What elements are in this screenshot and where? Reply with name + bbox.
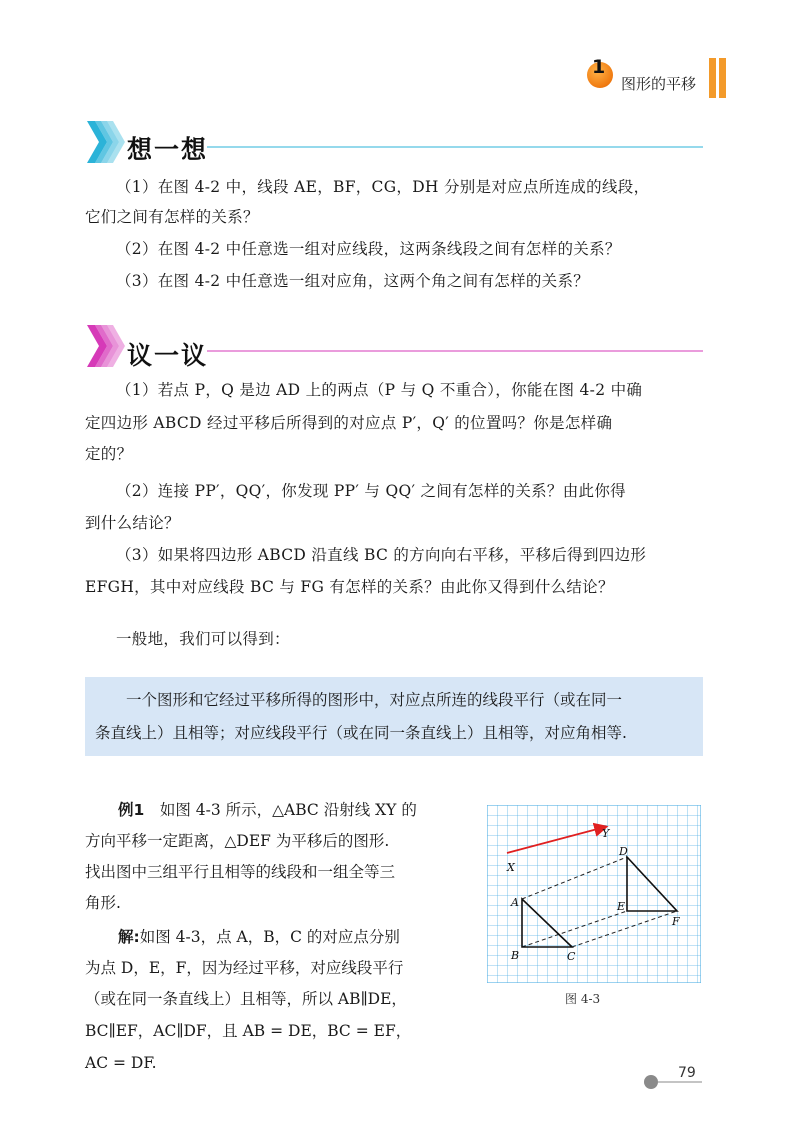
example-label: 例1 bbox=[118, 801, 145, 819]
intro-text: 一般地，我们可以得到： bbox=[116, 630, 290, 648]
chapter-title: 图形的平移 bbox=[621, 75, 697, 93]
section2-item: 定的？ bbox=[85, 445, 133, 463]
chevron-icon bbox=[87, 325, 125, 367]
solution-line: 解:如图 4-3，点 A，B，C 的对应点分别 bbox=[85, 922, 470, 952]
section2-item: （3）如果将四边形 ABCD 沿直线 BC 的方向向右平移，平移后得到四边形 bbox=[116, 546, 647, 564]
solution-line: （或在同一条直线上）且相等，所以 AB∥DE， bbox=[85, 990, 407, 1008]
section1-item: （3）在图 4-2 中任意选一组对应角，这两个角之间有怎样的关系？ bbox=[116, 272, 590, 290]
section1-title: 想一想 bbox=[127, 135, 209, 164]
figure-4-3 bbox=[487, 805, 701, 983]
solution-label: 解: bbox=[118, 928, 140, 946]
section1-item: （2）在图 4-2 中任意选一组对应线段，这两条线段之间有怎样的关系？ bbox=[116, 240, 621, 258]
example-line: 例1 如图 4-3 所示，△ABC 沿射线 XY 的 bbox=[85, 795, 470, 825]
solution-line: AC = DF. bbox=[85, 1054, 157, 1072]
section2-title: 议一议 bbox=[127, 341, 209, 370]
section1-item: 它们之间有怎样的关系？ bbox=[85, 208, 259, 226]
section2-item: 定四边形 ABCD 经过平移后所得到的对应点 P′，Q′ 的位置吗？你是怎样确 bbox=[85, 414, 613, 432]
label-y: Y bbox=[602, 827, 610, 840]
chevron-icon bbox=[87, 121, 125, 163]
chapter-number: 1 bbox=[592, 56, 606, 78]
label-a: A bbox=[511, 896, 519, 909]
section1-item: （1）在图 4-2 中，线段 AE，BF，CG，DH 分别是对应点所连成的线段， bbox=[116, 178, 650, 196]
label-x: X bbox=[507, 861, 515, 874]
label-f: F bbox=[672, 915, 680, 928]
label-d: D bbox=[619, 845, 628, 858]
example-line: 方向平移一定距离，△DEF 为平移后的图形. bbox=[85, 832, 390, 850]
solution-line: 为点 D，E，F，因为经过平移，对应线段平行 bbox=[85, 959, 404, 977]
label-b: B bbox=[511, 949, 520, 962]
figure-grid bbox=[487, 805, 701, 983]
section2-item: 到什么结论？ bbox=[85, 514, 180, 532]
example-line: 角形. bbox=[85, 894, 121, 912]
label-e: E bbox=[617, 900, 626, 913]
label-c: C bbox=[567, 950, 576, 963]
page-number: 79 bbox=[678, 1065, 696, 1081]
chapter-bar-left bbox=[709, 58, 716, 98]
section2-item: （2）连接 PP′，QQ′，你发现 PP′ 与 QQ′ 之间有怎样的关系？由此你得 bbox=[116, 482, 626, 500]
section2-item: EFGH，其中对应线段 BC 与 FG 有怎样的关系？由此你又得到什么结论？ bbox=[85, 578, 614, 596]
example-line: 找出图中三组平行且相等的线段和一组全等三 bbox=[85, 863, 396, 881]
section2-item: （1）若点 P，Q 是边 AD 上的两点（P 与 Q 不重合），你能在图 4-2 中确 bbox=[116, 381, 643, 399]
figure-caption: 图 4-3 bbox=[565, 992, 601, 1006]
conclusion-text: 一个图形和它经过平移所得的图形中，对应点所连的线段平行（或在同一 条直线上）且相等；对应线段平行（或在同一条直线上）且相等，对应角相等. bbox=[95, 691, 627, 742]
chapter-bar-right bbox=[719, 58, 726, 98]
solution-line: BC∥EF，AC∥DF，且 AB = DE，BC = EF， bbox=[85, 1022, 412, 1040]
